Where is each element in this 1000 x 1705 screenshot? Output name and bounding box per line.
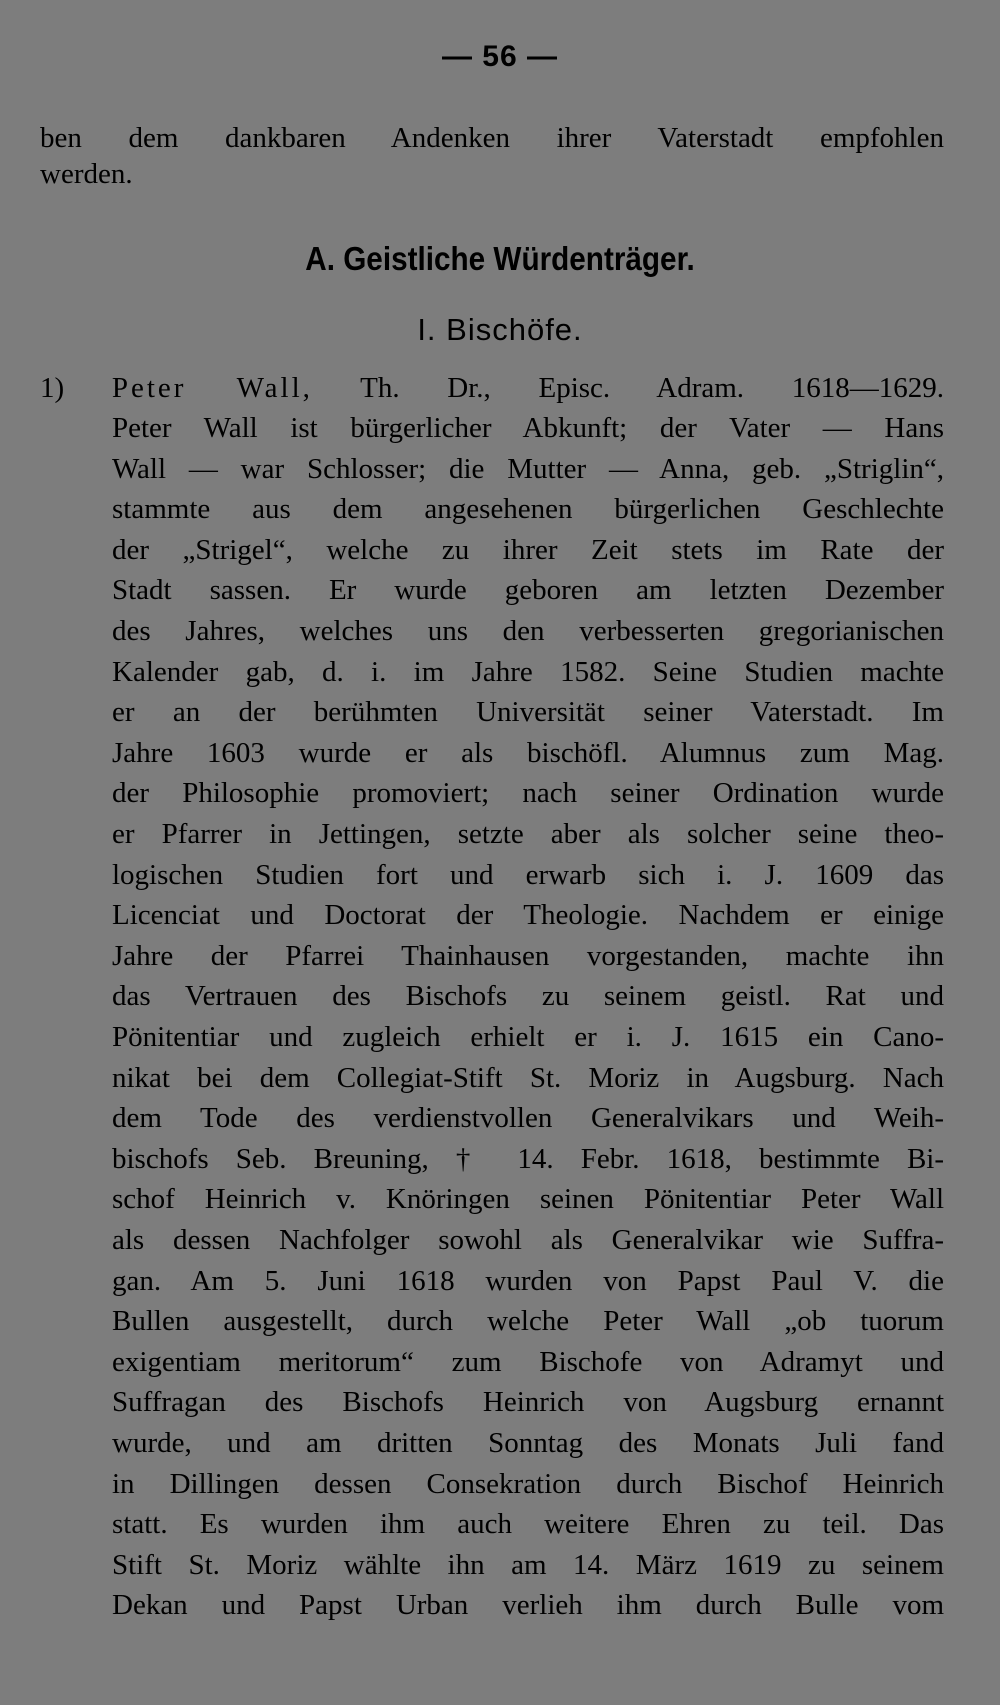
body-line: Jahre der Pfarrei Thainhausen vorgestanden, machte ihn: [112, 940, 944, 972]
entry-lead-line: [40, 370, 944, 406]
body-line: in Dillingen dessen Consekration durch Bischof Heinrich: [112, 1468, 944, 1500]
body-line: der „Strigel“, welche zu ihrer Zeit stets im Rate der: [112, 534, 944, 566]
body-line: wurde, und am dritten Sonntag des Monats Juli fand: [112, 1427, 944, 1459]
body-line: Dekan und Papst Urban verlieh ihm durch Bulle vom: [112, 1589, 944, 1621]
body-line: er Pfarrer in Jettingen, setzte aber als solcher seine theo-: [112, 818, 944, 850]
body-line: statt. Es wurden ihm auch weitere Ehren zu teil. Das: [112, 1508, 944, 1540]
body-line: Stadt sassen. Er wurde geboren am letzten Dezember: [112, 574, 944, 606]
subsection-heading: I. Bischöfe.: [417, 312, 583, 347]
body-line: Stift St. Moriz wählte ihn am 14. März 1619 zu seinem: [112, 1549, 944, 1581]
body-line: Jahre 1603 wurde er als bischöfl. Alumnus zum Mag.: [112, 737, 944, 769]
body-line: bischofs Seb. Breuning, † 14. Febr. 1618, bestimmte Bi-: [112, 1143, 944, 1175]
section-heading: A. Geistliche Würdenträger.: [305, 240, 695, 277]
intro-line-2: werden.: [40, 158, 133, 190]
body-line: logischen Studien fort und erwarb sich i. J. 1609 das: [112, 859, 944, 891]
body-line: dem Tode des verdienstvollen Generalvikars und Weih-: [112, 1102, 944, 1134]
body-line: Pönitentiar und zugleich erhielt er i. J. 1615 ein Cano-: [112, 1021, 944, 1053]
body-line: Bullen ausgestellt, durch welche Peter Wall „ob tuorum: [112, 1305, 944, 1337]
body-line: exigentiam meritorum“ zum Bischofe von Adramyt und: [112, 1346, 944, 1378]
page-number: — 56 —: [441, 40, 559, 73]
body-line: nikat bei dem Collegiat-Stift St. Moriz in Augsburg. Nach: [112, 1062, 944, 1094]
body-line: der Philosophie promoviert; nach seiner Ordination wurde: [112, 777, 944, 809]
body-line: Kalender gab, d. i. im Jahre 1582. Seine Studien machte: [112, 656, 944, 688]
entry-title: Th. Dr., Episc. Adram. 1618—1629.: [360, 372, 945, 404]
body-line: Peter Wall ist bürgerlicher Abkunft; der Vater — Hans: [112, 412, 944, 444]
body-line: als dessen Nachfolger sowohl als Generalvikar wie Suffra-: [112, 1224, 944, 1256]
body-line: er an der berühmten Universität seiner Vaterstadt. Im: [112, 696, 944, 728]
intro-line-1: ben dem dankbaren Andenken ihrer Vaterstadt empfohlen: [40, 122, 944, 154]
body-line: schof Heinrich v. Knöringen seinen Pönitentiar Peter Wall: [112, 1183, 944, 1215]
body-line: Suffragan des Bischofs Heinrich von Augsburg ernannt: [112, 1386, 944, 1418]
body-line: Licenciat und Doctorat der Theologie. Nachdem er einige: [112, 899, 944, 931]
entry-number: 1): [40, 372, 65, 404]
body-line: stammte aus dem angesehenen bürgerlichen Geschlechte: [112, 493, 944, 525]
body-line: das Vertrauen des Bischofs zu seinem geistl. Rat und: [112, 980, 944, 1012]
entry-name: Peter Wall,: [111, 372, 313, 404]
body-line: gan. Am 5. Juni 1618 wurden von Papst Paul V. die: [112, 1265, 944, 1297]
body-line: des Jahres, welches uns den verbesserten gregorianischen: [112, 615, 944, 647]
body-line: Wall — war Schlosser; die Mutter — Anna, geb. „Striglin“,: [112, 453, 944, 485]
